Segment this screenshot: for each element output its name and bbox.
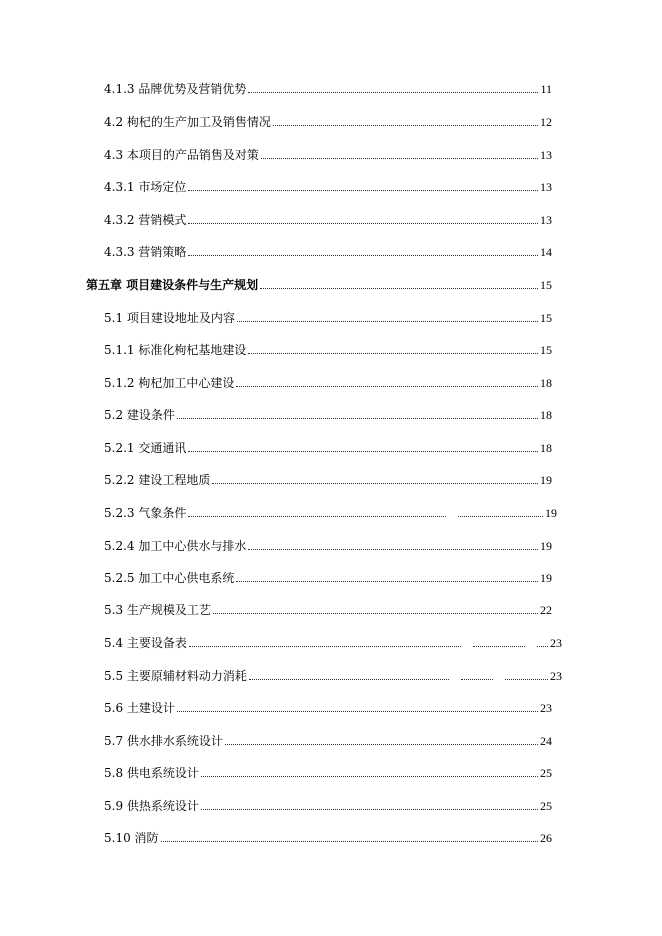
dot-leader xyxy=(225,744,538,745)
dot-leader xyxy=(188,516,446,517)
dot-leader xyxy=(461,679,493,680)
toc-entry-label: 5.8 供电系统设计 xyxy=(104,766,199,780)
dot-leader xyxy=(260,288,538,289)
dot-leader xyxy=(189,646,461,647)
toc-entry-label: 5.1 项目建设地址及内容 xyxy=(104,311,235,325)
toc-entry[interactable] xyxy=(104,242,552,260)
toc-page-number: 18 xyxy=(540,408,552,422)
dot-leader xyxy=(188,451,538,452)
toc-entry-label: 5.2.4 加工中心供水与排水 xyxy=(104,539,247,553)
toc-page-number: 13 xyxy=(540,213,552,227)
toc-chapter-entry[interactable] xyxy=(86,275,552,293)
toc-entry-label: 4.3.2 营销模式 xyxy=(104,213,187,227)
toc-entry[interactable] xyxy=(104,308,552,326)
toc-entry[interactable] xyxy=(104,210,552,228)
dot-leader xyxy=(201,776,538,777)
toc-entry[interactable] xyxy=(104,177,552,195)
toc-entry-label: 5.6 土建设计 xyxy=(104,701,175,715)
toc-page-number: 23 xyxy=(550,669,562,683)
toc-entry[interactable] xyxy=(104,796,552,814)
toc-entry-label: 5.2 建设条件 xyxy=(104,408,175,422)
toc-entry[interactable] xyxy=(104,698,552,716)
toc-entry[interactable] xyxy=(104,600,552,618)
toc-page-number: 25 xyxy=(540,766,552,780)
toc-chapter-label: 第五章 项目建设条件与生产规划 xyxy=(86,278,259,292)
dot-leader xyxy=(177,418,538,419)
dot-leader xyxy=(236,386,538,387)
toc-entry-label: 4.3.3 营销策略 xyxy=(104,245,187,259)
dot-leader xyxy=(212,483,538,484)
toc-entry[interactable] xyxy=(104,112,552,130)
toc-entry-label: 5.2.5 加工中心供电系统 xyxy=(104,571,235,585)
toc-page-number: 22 xyxy=(540,603,552,617)
dot-leader xyxy=(458,516,543,517)
dot-leader xyxy=(248,549,538,550)
toc-entry-label: 4.3 本项目的产品销售及对策 xyxy=(104,148,259,162)
dot-leader xyxy=(188,190,538,191)
toc-page-number: 24 xyxy=(540,734,552,748)
toc-page-number: 14 xyxy=(540,245,552,259)
dot-leader xyxy=(188,223,538,224)
toc-entry[interactable] xyxy=(104,503,557,521)
toc-page-number: 11 xyxy=(540,82,552,96)
toc-page-number: 15 xyxy=(540,278,552,292)
toc-entry-label: 5.9 供热系统设计 xyxy=(104,799,199,813)
toc-entry[interactable] xyxy=(104,731,552,749)
toc-page-number: 18 xyxy=(540,441,552,455)
toc-entry-label: 4.3.1 市场定位 xyxy=(104,180,187,194)
toc-entry[interactable] xyxy=(104,438,552,456)
dot-leader xyxy=(177,711,538,712)
toc-page-number: 12 xyxy=(540,115,552,129)
toc-entry-label: 5.4 主要设备表 xyxy=(104,636,187,650)
dot-leader xyxy=(188,255,538,256)
toc-entry[interactable] xyxy=(104,763,552,781)
toc-page-number: 13 xyxy=(540,148,552,162)
toc-page-number: 13 xyxy=(540,180,552,194)
toc-entry-label: 5.2.1 交通通讯 xyxy=(104,441,187,455)
dot-leader xyxy=(505,679,548,680)
dot-leader xyxy=(249,679,449,680)
toc-entry[interactable] xyxy=(104,828,552,846)
toc-page-number: 15 xyxy=(540,343,552,357)
dot-leader xyxy=(201,809,538,810)
toc-page-number: 19 xyxy=(545,506,557,520)
toc-entry-label: 4.2 枸杞的生产加工及销售情况 xyxy=(104,115,271,129)
toc-entry[interactable] xyxy=(104,145,552,163)
toc-page-number: 25 xyxy=(540,799,552,813)
toc-entry[interactable] xyxy=(104,633,562,651)
dot-leader xyxy=(273,125,538,126)
toc-entry-label: 4.1.3 品牌优势及营销优势 xyxy=(104,82,247,96)
toc-entry[interactable] xyxy=(104,79,552,97)
toc-entry[interactable] xyxy=(104,536,552,554)
toc-page-number: 19 xyxy=(540,571,552,585)
toc-page-number: 23 xyxy=(550,636,562,650)
toc-page-number: 15 xyxy=(540,311,552,325)
toc-entry-label: 5.2.3 气象条件 xyxy=(104,506,187,520)
toc-entry-label: 5.7 供水排水系统设计 xyxy=(104,734,223,748)
toc-entry-label: 5.1.1 标准化枸杞基地建设 xyxy=(104,343,247,357)
toc-entry[interactable] xyxy=(104,405,552,423)
dot-leader xyxy=(213,613,538,614)
dot-leader xyxy=(261,158,538,159)
toc-page-number: 19 xyxy=(540,539,552,553)
toc-entry-label: 5.5 主要原辅材料动力消耗 xyxy=(104,669,247,683)
toc-page-number: 23 xyxy=(540,701,552,715)
toc-entry[interactable] xyxy=(104,568,552,586)
toc-page-number: 26 xyxy=(540,831,552,845)
dot-leader xyxy=(537,646,548,647)
toc-entry[interactable] xyxy=(104,666,562,684)
dot-leader xyxy=(473,646,525,647)
toc-entry-label: 5.10 消防 xyxy=(104,831,159,845)
toc-page-number: 18 xyxy=(540,376,552,390)
toc-entry[interactable] xyxy=(104,340,552,358)
dot-leader xyxy=(161,841,538,842)
dot-leader xyxy=(236,581,538,582)
toc-entry-label: 5.1.2 枸杞加工中心建设 xyxy=(104,376,235,390)
dot-leader xyxy=(237,321,538,322)
dot-leader xyxy=(248,92,538,93)
dot-leader xyxy=(248,353,538,354)
toc-entry[interactable] xyxy=(104,470,552,488)
toc-entry-label: 5.2.2 建设工程地质 xyxy=(104,473,211,487)
toc-entry[interactable] xyxy=(104,373,552,391)
toc-entry-label: 5.3 生产规模及工艺 xyxy=(104,603,211,617)
toc-page-number: 19 xyxy=(540,473,552,487)
